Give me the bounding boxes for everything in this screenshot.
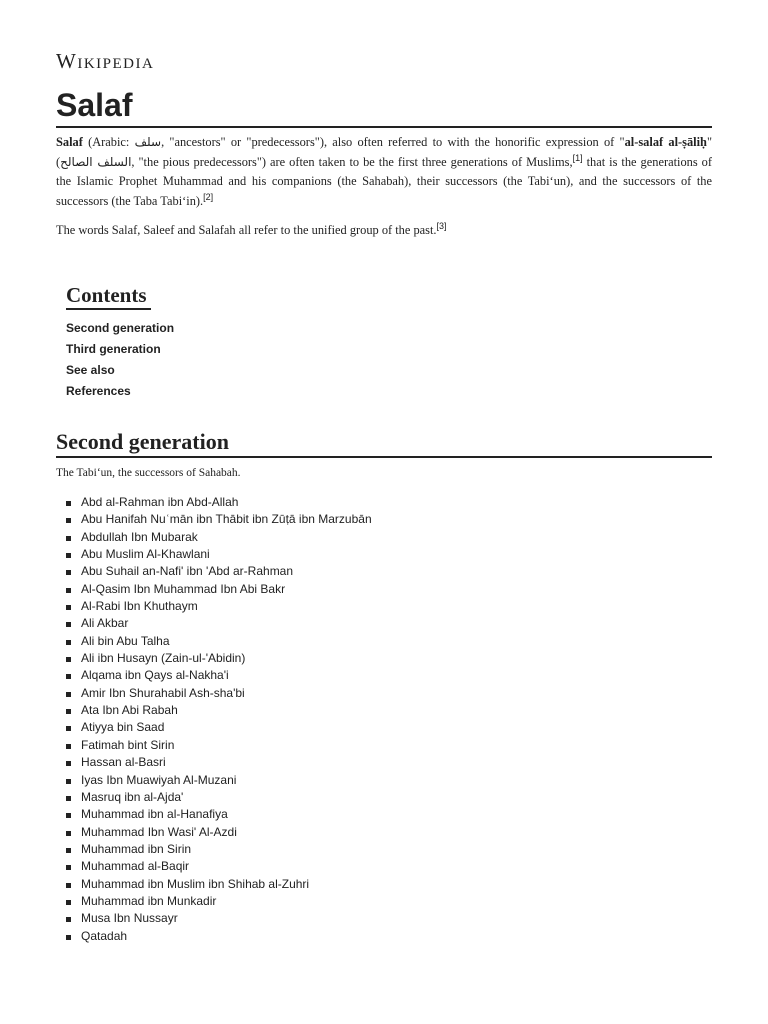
honorific-term: al-salaf al-ṣāliḥ [624,135,707,149]
toc-item-second-generation[interactable]: Second generation [66,321,175,335]
lead-paragraph [56,133,712,211]
page-title: Salaf [56,84,712,128]
list-item[interactable]: Fatimah bint Sirin [66,737,372,754]
toc-item-see-also[interactable]: See also [66,363,115,377]
list-item[interactable]: Masruq ibn al-Ajda' [66,789,372,806]
list-item[interactable]: Amir Ibn Shurahabil Ash-sha'bi [66,685,372,702]
lead-text-4: , "the pious predecessors") are often taken to be the first three generations of Muslims, [131,154,573,169]
second-paragraph-text: The words Salaf, Saleef and Salafah all refer to the unified group of the past. [56,223,437,237]
toc-title: Contents [66,282,151,310]
list-item[interactable]: Iyas Ibn Muawiyah Al-Muzani [66,772,372,789]
list-item[interactable]: Hassan al-Basri [66,754,372,771]
citation-3[interactable]: [3] [436,220,447,231]
list-item[interactable]: Al-Qasim Ibn Muhammad Ibn Abi Bakr [66,581,372,598]
list-item[interactable]: Ata Ibn Abi Rabah [66,702,372,719]
list-item[interactable]: Qatadah [66,928,372,945]
toc-item-references[interactable]: References [66,384,131,398]
list-item[interactable]: Al-Rabi Ibn Khuthaym [66,598,372,615]
table-of-contents [66,282,174,402]
toc-item-third-generation[interactable]: Third generation [66,342,161,356]
list-item[interactable]: Muhammad al-Baqir [66,858,372,875]
list-item[interactable]: Musa Ibn Nussayr [66,910,372,927]
citation-1[interactable]: [1] [572,152,583,163]
list-item[interactable]: Abu Suhail an-Nafi' ibn 'Abd ar-Rahman [66,563,372,580]
section-heading-second-generation: Second generation [56,428,712,458]
second-paragraph [56,221,712,240]
section-intro: The Tabi‘un, the successors of Sahabah. [56,467,241,479]
list-item[interactable]: Abdullah Ibn Mubarak [66,529,372,546]
list-item[interactable]: Muhammad Ibn Wasi' Al-Azdi [66,824,372,841]
list-item[interactable]: Muhammad ibn al-Hanafiya [66,806,372,823]
list-item[interactable]: Atiyya bin Saad [66,719,372,736]
list-item[interactable]: Abu Muslim Al-Khawlani [66,546,372,563]
list-item[interactable]: Alqama ibn Qays al-Nakha'i [66,667,372,684]
toc-list [66,318,174,402]
list-item[interactable]: Ali ibn Husayn (Zain-ul-'Abidin) [66,650,372,667]
arabic-term: سلف [134,135,162,149]
lead-text-5: that is the generations of the Islamic Prophet Muhammad and his companions (the Sahabah), their successors (the Tabi‘un), and the successors of the successors (the Taba Tabi‘in). [56,154,712,208]
wikipedia-wordmark[interactable]: Wikipedia [56,49,155,73]
list-item[interactable]: Muhammad ibn Munkadir [66,893,372,910]
citation-2[interactable]: [2] [203,191,214,202]
lead-text-1: (Arabic: [82,135,135,149]
list-item[interactable]: Ali bin Abu Talha [66,633,372,650]
list-item[interactable]: Abu Hanifah Nuʿmān ibn Thābit ibn Zūṭā ibn Marzubān [66,511,372,528]
list-item[interactable]: Muhammad ibn Muslim ibn Shihab al-Zuhri [66,876,372,893]
list-item[interactable]: Abd al-Rahman ibn Abd-Allah [66,494,372,511]
lead-text-2: , "ancestors" or "predecessors"), also often referred to with the honorific expression of " [161,135,625,149]
arabic-honorific: السلف الصالح [60,154,132,169]
lead-term: Salaf [56,135,83,149]
tabiun-list [66,494,372,945]
list-item[interactable]: Ali Akbar [66,615,372,632]
list-item[interactable]: Muhammad ibn Sirin [66,841,372,858]
lead-text-3: " ( [56,135,712,169]
